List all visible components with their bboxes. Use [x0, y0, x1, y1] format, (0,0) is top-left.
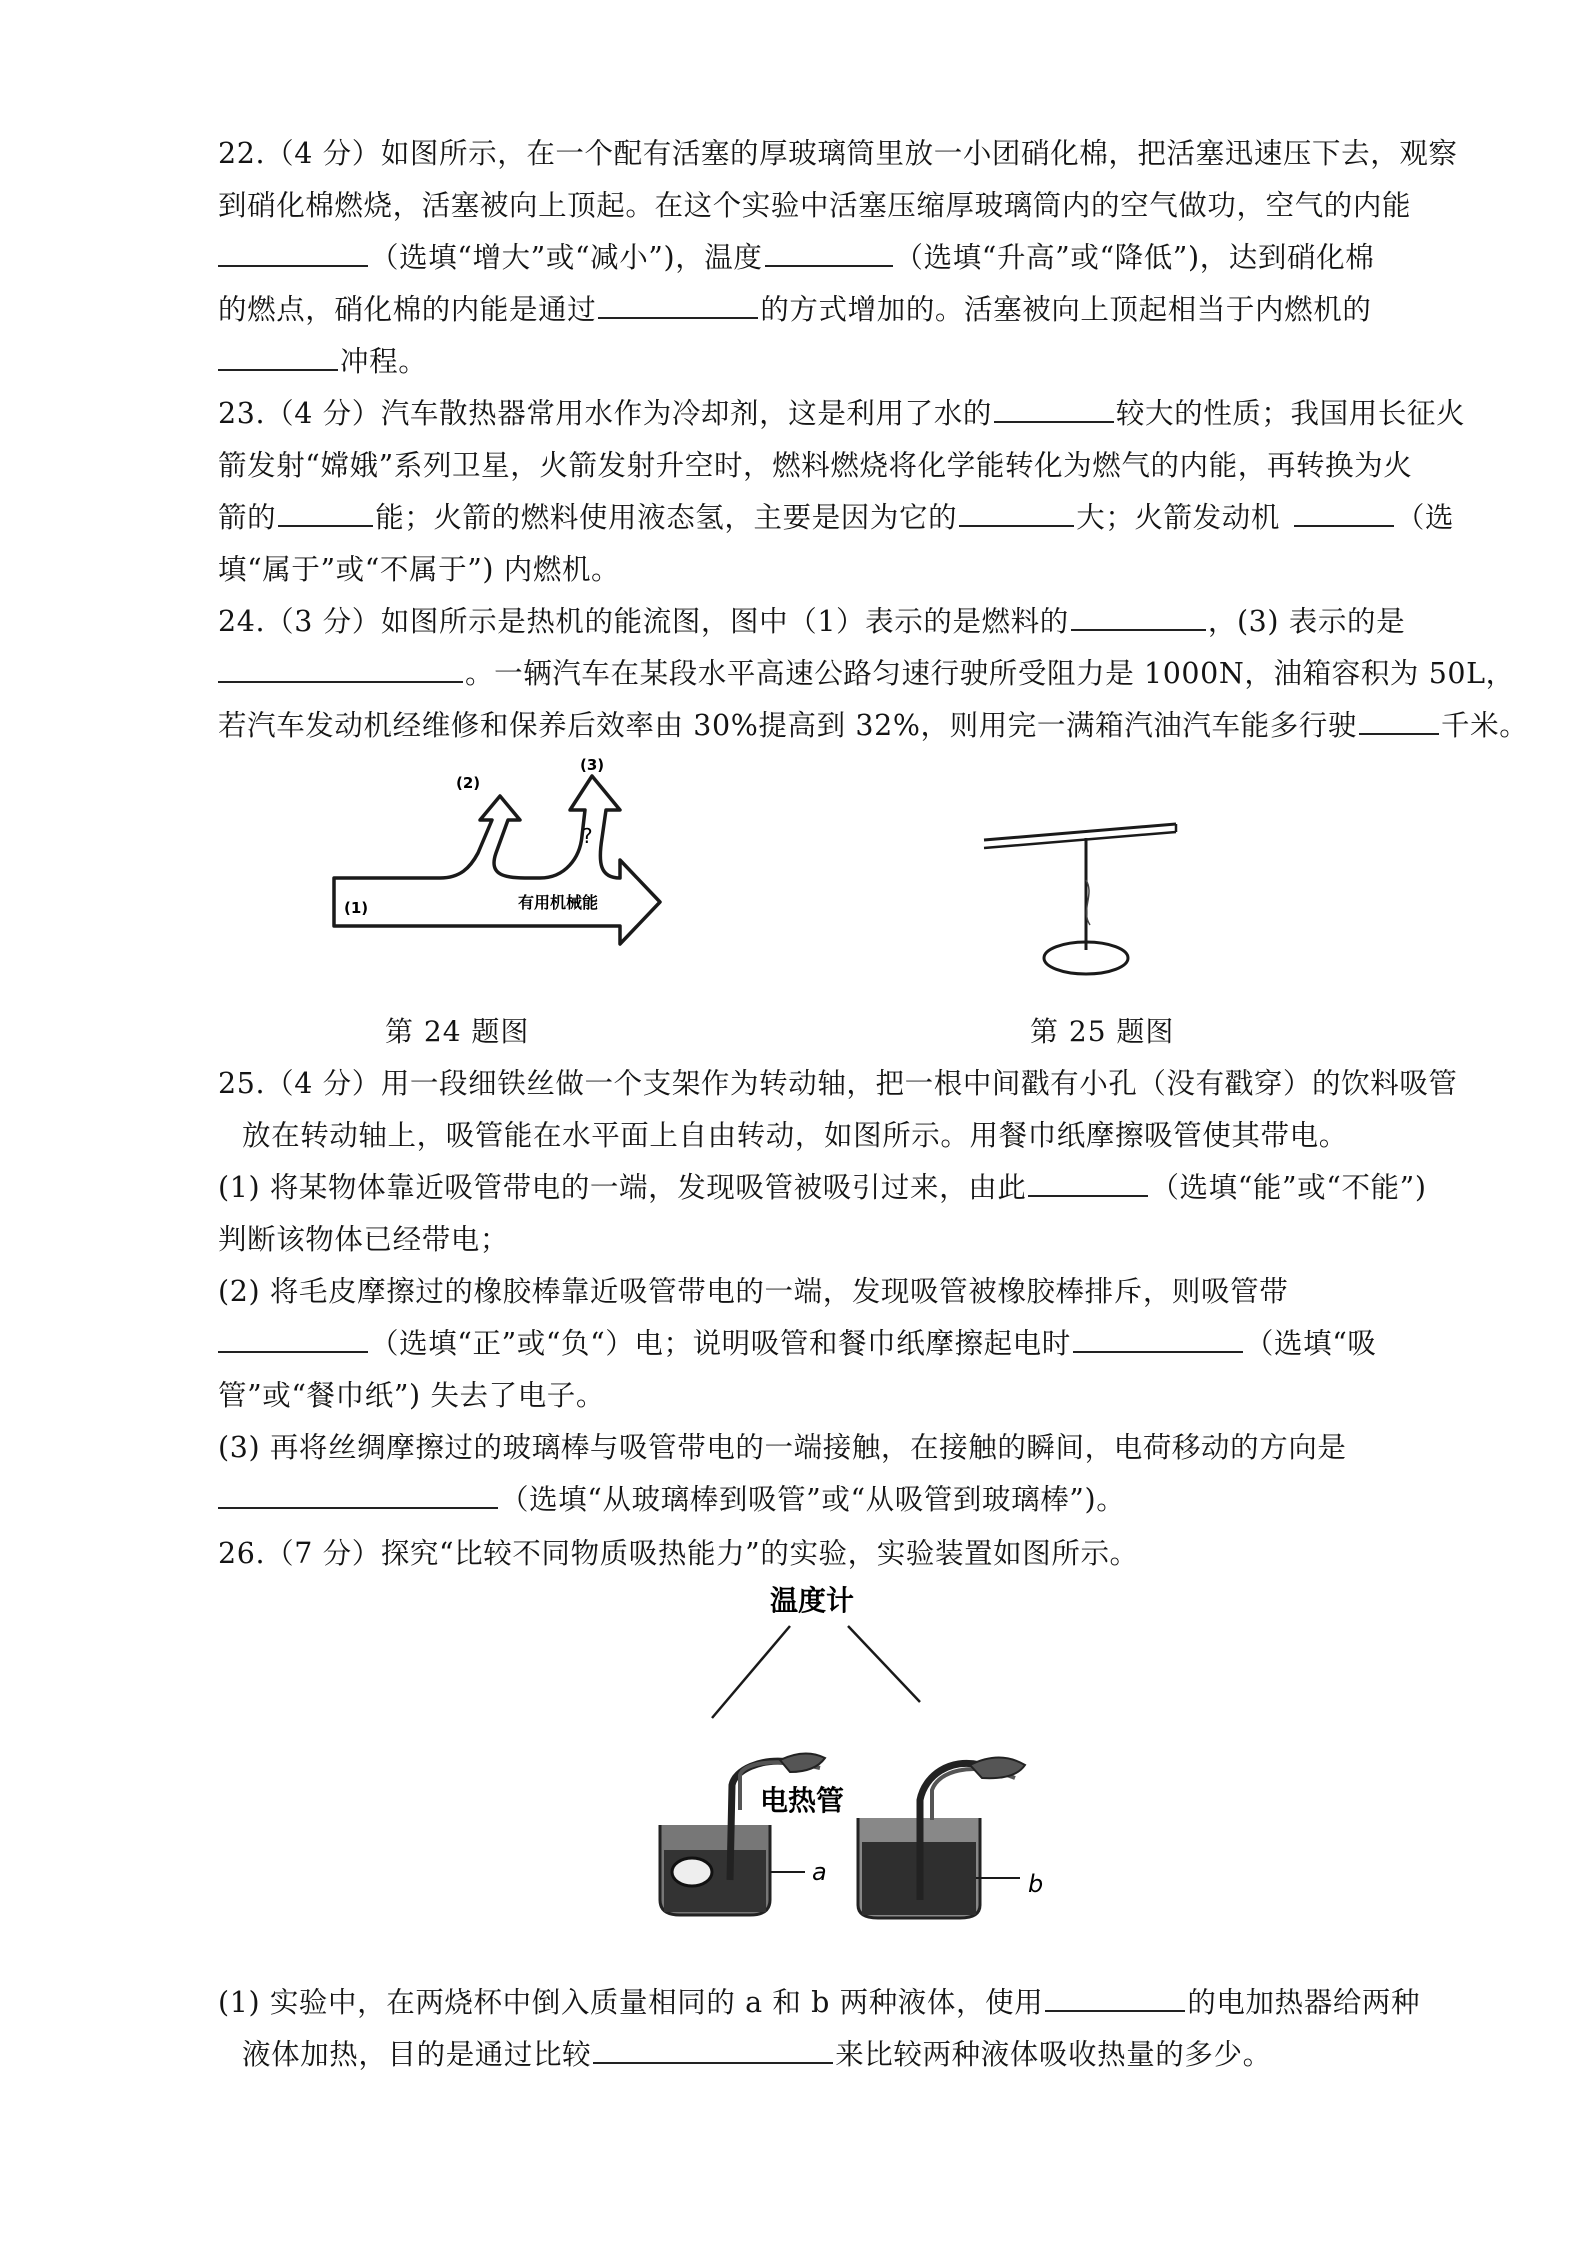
energy-flow-arrow — [334, 776, 660, 944]
q22-line-3: （选填“增大”或“减小”)，温度 （选填“升高”或“降低”)，达到硝化棉 — [218, 232, 1518, 284]
answer-blank[interactable] — [218, 337, 338, 371]
answer-blank[interactable] — [1294, 493, 1394, 527]
q23-line-1: 23.（4 分）汽车散热器常用水作为冷却剂，这是利用了水的 较大的性质；我国用长征火 — [218, 388, 1518, 440]
label-a: a — [812, 1858, 827, 1886]
answer-blank[interactable] — [994, 389, 1114, 423]
figure-25-straw-stand — [980, 800, 1190, 990]
q26-line-1: 26.（7 分）探究“比较不同物质吸热能力”的实验，实验装置如图所示。 — [218, 1537, 1139, 1570]
beaker-a — [660, 1753, 825, 1915]
q24-line-2: 。一辆汽车在某段水平高速公路匀速行驶所受阻力是 1000N，油箱容积为 50L， — [218, 648, 1518, 700]
figure-25-caption: 第 25 题图 — [1030, 1015, 1175, 1048]
answer-blank[interactable] — [1073, 1319, 1243, 1353]
q23-line-2: 箭发射“嫦娥”系列卫星，火箭发射升空时，燃料燃烧将化学能转化为燃气的内能，再转换为火 — [218, 449, 1413, 482]
answer-blank[interactable] — [218, 1319, 368, 1353]
label-b: b — [1028, 1870, 1044, 1898]
q25-line-4: 判断该物体已经带电； — [218, 1223, 510, 1256]
answer-blank[interactable] — [218, 649, 463, 683]
label-1: (1) — [344, 899, 369, 917]
q23-line-3: 箭的 能；火箭的燃料使用液态氢，主要是因为它的 大；火箭发动机 （选 — [218, 492, 1518, 544]
beaker-b — [858, 1758, 1025, 1919]
answer-blank[interactable] — [959, 493, 1074, 527]
q24-line-1: 24.（3 分）如图所示是热机的能流图，图中（1）表示的是燃料的 ，(3) 表示的是 — [218, 596, 1518, 648]
label-2: (2) — [456, 774, 481, 792]
q22-line-2: 到硝化棉燃烧，活塞被向上顶起。在这个实验中活塞压缩厚玻璃筒内的空气做功，空气的内能 — [218, 189, 1412, 222]
answer-blank[interactable] — [1045, 1978, 1185, 2012]
answer-blank[interactable] — [1028, 1163, 1148, 1197]
question-26 — [218, 1528, 1518, 1580]
q25-line-8: (3) 再将丝绸摩擦过的玻璃棒与吸管带电的一端接触，在接触的瞬间，电荷移动的方向是 — [218, 1431, 1347, 1464]
q24-line-3: 若汽车发动机经维修和保养后效率由 30%提高到 32%，则用完一满箱汽油汽车能多行驶 千米。 — [218, 700, 1518, 752]
q25-line-7: 管”或“餐巾纸”) 失去了电子。 — [218, 1379, 605, 1412]
question-24 — [218, 596, 1529, 752]
figure-26-heating-setup — [620, 1580, 1060, 1920]
answer-blank[interactable] — [765, 233, 893, 267]
straw — [984, 824, 1176, 840]
q25-line-5: (2) 将毛皮摩擦过的橡胶棒靠近吸管带电的一端，发现吸管被橡胶棒排斥，则吸管带 — [218, 1275, 1289, 1308]
answer-blank[interactable] — [598, 285, 758, 319]
arrow-text: 有用机械能 — [518, 893, 599, 912]
label-3: (3) — [580, 758, 605, 774]
question-25 — [218, 1058, 1518, 1526]
q25-line-6: （选填“正”或“负“）电；说明吸管和餐巾纸摩擦起电时 （选填“吸 — [218, 1318, 1518, 1370]
q22-line-4: 的燃点，硝化棉的内能是通过 的方式增加的。活塞被向上顶起相当于内燃机的 — [218, 284, 1518, 336]
q22-line-1: 22.（4 分）如图所示，在一个配有活塞的厚玻璃筒里放一小团硝化棉，把活塞迅速压下去，观察 — [218, 137, 1458, 170]
question-23 — [218, 388, 1518, 596]
q22-line-5: 冲程。 — [218, 336, 1518, 388]
figure-24-caption: 第 24 题图 — [385, 1015, 530, 1048]
unknown-mark: ? — [582, 824, 593, 848]
question-26-part-1 — [218, 1977, 1518, 2081]
q25-line-2: 放在转动轴上，吸管能在水平面上自由转动，如图所示。用餐巾纸摩擦吸管使其带电。 — [242, 1119, 1348, 1152]
answer-blank[interactable] — [1359, 701, 1439, 735]
heater-label: 电热管 — [760, 1784, 845, 1817]
q25-line-9: （选填“从玻璃棒到吸管”或“从吸管到玻璃棒”)。 — [218, 1474, 1518, 1526]
answer-blank[interactable] — [593, 2030, 833, 2064]
answer-blank[interactable] — [1071, 597, 1206, 631]
answer-blank[interactable] — [218, 1475, 498, 1509]
figure-24-energy-flow — [330, 758, 670, 988]
question-22 — [218, 128, 1518, 388]
thermometer-label: 温度计 — [770, 1584, 855, 1617]
q26-line-3: 液体加热，目的是通过比较 来比较两种液体吸收热量的多少。 — [218, 2029, 1518, 2081]
q25-line-1: 25.（4 分）用一段细铁丝做一个支架作为转动轴，把一根中间戳有小孔（没有戳穿）的饮料吸管 — [218, 1067, 1458, 1100]
q25-line-3: (1) 将某物体靠近吸管带电的一端，发现吸管被吸引过来，由此 （选填“能”或“不能”) — [218, 1162, 1518, 1214]
q26-line-2: (1) 实验中，在两烧杯中倒入质量相同的 a 和 b 两种液体，使用 的电加热器给两种 — [218, 1977, 1518, 2029]
q23-line-4: 填“属于”或“不属于”) 内燃机。 — [218, 553, 621, 586]
answer-blank[interactable] — [278, 493, 373, 527]
answer-blank[interactable] — [218, 233, 368, 267]
